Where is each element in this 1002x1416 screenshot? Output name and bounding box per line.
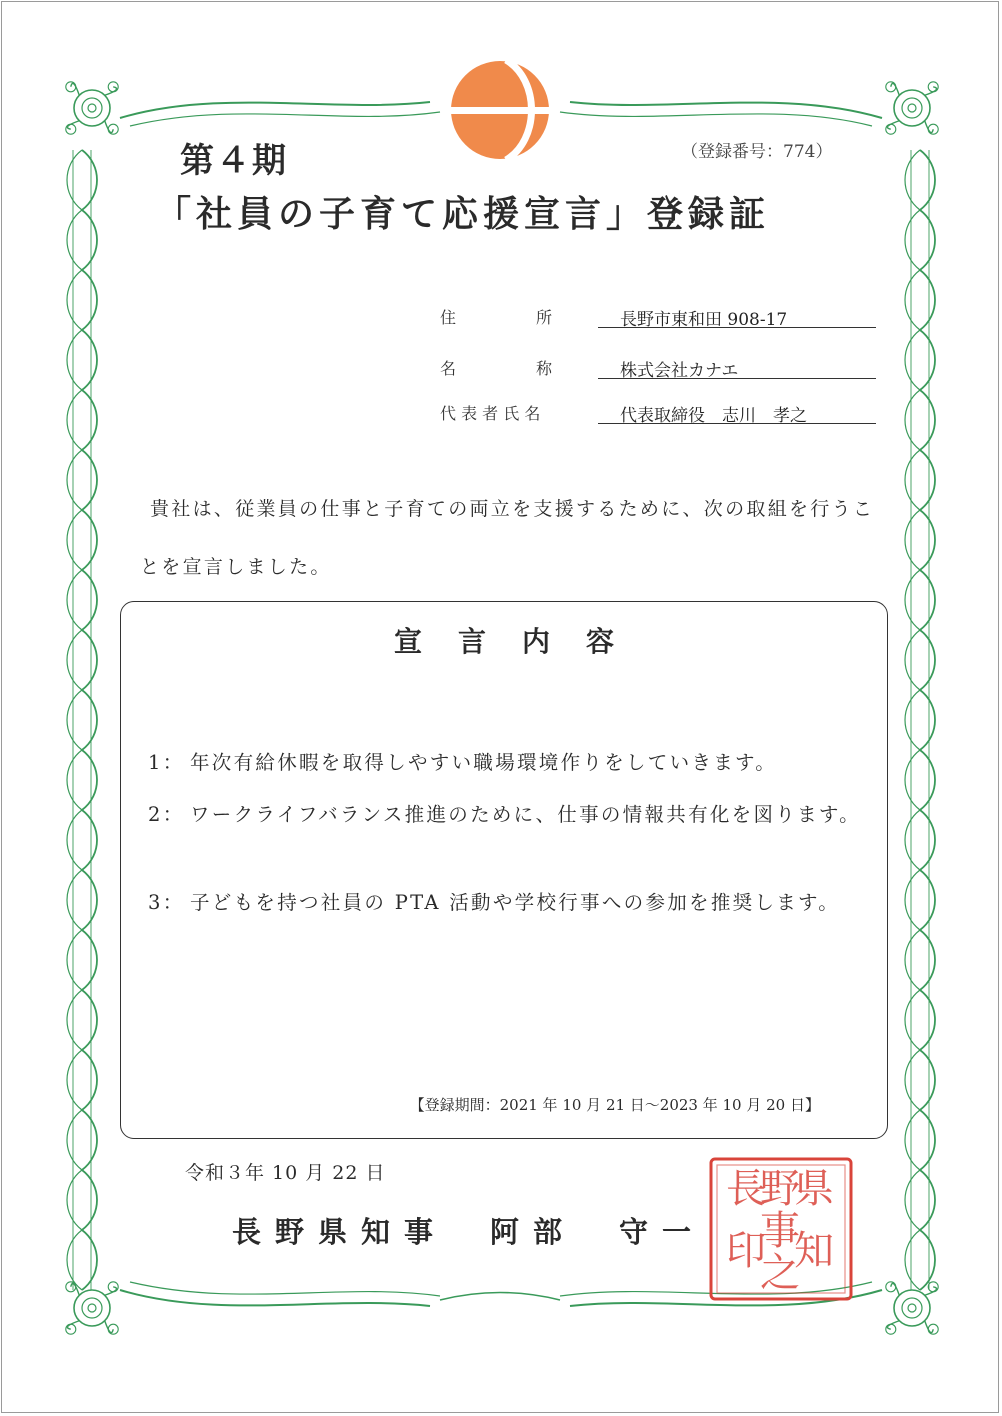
seal-character: 印 — [726, 1228, 766, 1274]
intro-text: 貴社は、従業員の仕事と子育ての両立を支援するために、次の取組を行うことを宣言しました。 — [140, 498, 875, 578]
declaration-heading: 宣言内容 — [393, 625, 650, 658]
company-name-label: 名 称 — [440, 359, 553, 378]
item-number: 3： — [148, 891, 185, 914]
item-text: 子どもを持つ社員の PTA 活動や学校行事への参加を推奨します。 — [190, 891, 841, 914]
seal-character: 野 — [760, 1166, 800, 1212]
seal-character: 知 — [794, 1228, 834, 1274]
declaration-box — [120, 601, 888, 1139]
representative-label: 代 表 者 氏 名 — [440, 404, 541, 423]
company-name-underline — [598, 378, 876, 379]
seal-character: 之 — [760, 1250, 800, 1296]
issue-date: 令和３年 10 月 22 日 — [185, 1162, 386, 1184]
item-text: ワークライフバランス推進のために、仕事の情報共有化を図ります。 — [190, 803, 861, 826]
official-seal-icon — [708, 1156, 854, 1302]
address-value: 長野市東和田 908-17 — [620, 310, 788, 330]
issuer-name: 長野県知事 阿部 守一 — [232, 1215, 706, 1249]
item-text: 年次有給休暇を取得しやすい職場環境作りをしていきます。 — [190, 751, 778, 774]
certificate-title: 「社員の子育て応援宣言」登録証 — [155, 193, 771, 235]
seal-character: 長 — [726, 1166, 766, 1212]
term-label: 第４期 — [180, 141, 288, 181]
seal-character: 事 — [760, 1208, 800, 1254]
registration-number: （登録番号：774） — [681, 142, 833, 162]
registration-period: 【登録期間：2021 年 10 月 21 日～2023 年 10 月 20 日】 — [409, 1096, 820, 1114]
company-name-value: 株式会社カナエ — [620, 361, 739, 381]
address-label: 住 所 — [440, 308, 553, 327]
emblem-icon — [448, 60, 552, 160]
item-number: 2： — [148, 803, 185, 826]
representative-underline — [598, 423, 876, 424]
declaration-item-3 — [148, 884, 866, 922]
declaration-item-2 — [148, 796, 866, 834]
seal-character: 県 — [794, 1166, 834, 1212]
item-number: 1： — [148, 751, 185, 774]
declaration-item-1 — [148, 744, 866, 782]
address-underline — [598, 327, 876, 328]
representative-value: 代表取締役 志川 孝之 — [620, 406, 807, 426]
